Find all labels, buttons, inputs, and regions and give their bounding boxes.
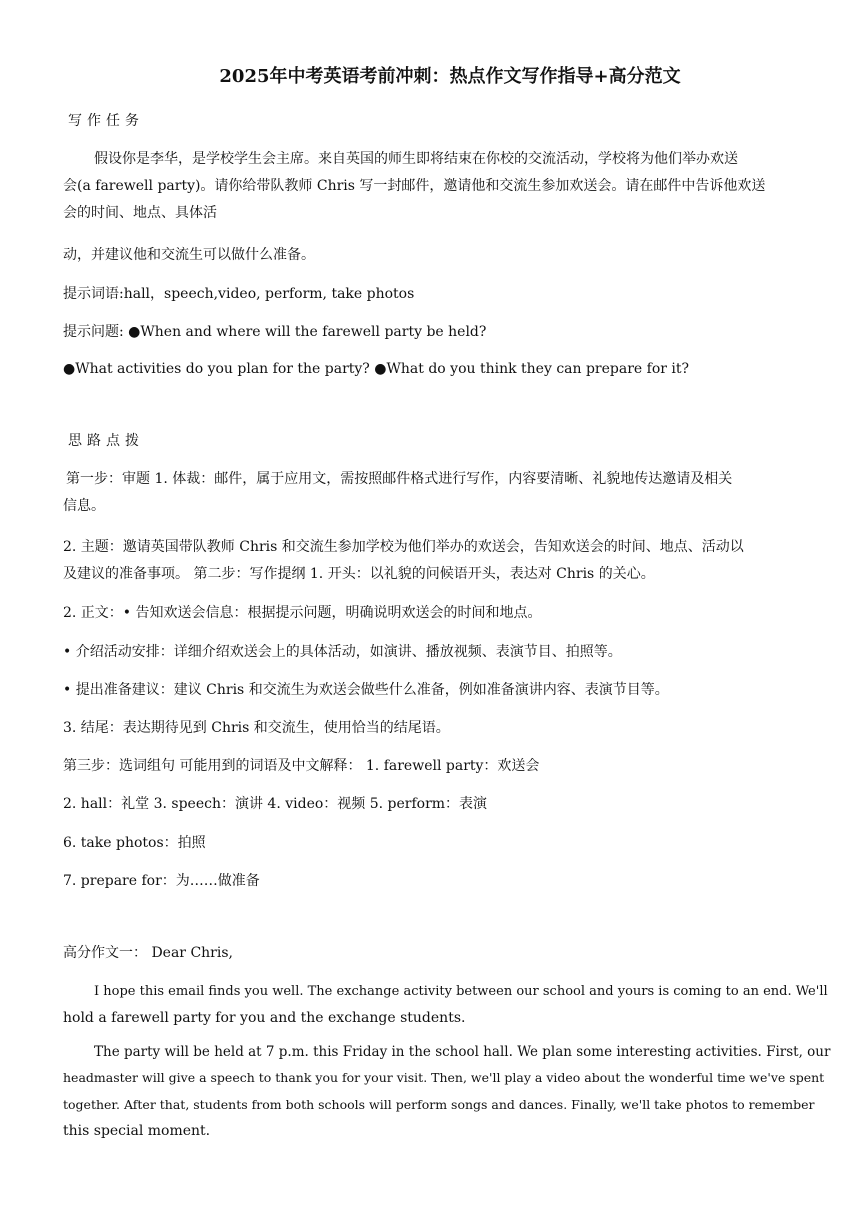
essay-p2-line: The party will be held at 7 p.m. this Friday in the school hall. We plan some interesting activities. First, our	[94, 1044, 831, 1060]
guide-line: 2. hall：礼堂 3. speech：演讲 4. video：视频 5. perform：表演	[63, 796, 488, 812]
essay-p2-line: this special moment.	[63, 1123, 211, 1139]
essay-p2-line: together. After that, students from both schools will perform songs and dances. Finally, we'll take photos to remember	[63, 1097, 815, 1112]
guide-line: 2. 正文：• 告知欢送会信息：根据提示问题，明确说明欢送会的时间和地点。	[63, 605, 542, 621]
essay-p1-line: hold a farewell party for you and the exchange students.	[63, 1010, 466, 1026]
task-para-line-4: 动，并建议他和交流生可以做什么准备。	[63, 247, 315, 263]
hint-question-2: ●What activities do you plan for the party? ●What do you think they can prepare for it?	[63, 361, 690, 377]
essay-p2-line: headmaster will give a speech to thank you for your visit. Then, we'll play a video about the wonderful time we've spent	[63, 1070, 825, 1085]
guide-line: 及建议的准备事项。 第二步：写作提纲 1. 开头：以礼貌的问候语开头，表达对 Chris 的关心。	[63, 566, 655, 582]
essay-intro: 高分作文一： Dear Chris,	[63, 945, 233, 961]
task-heading: 写作任务	[68, 113, 144, 129]
guide-line: 第三步：选词组句 可能用到的词语及中文解释： 1. farewell party：欢送会	[63, 758, 540, 774]
guide-line: 7. prepare for：为……做准备	[63, 873, 260, 889]
hint-words: 提示词语:hall，speech,video, perform, take photos	[63, 286, 415, 302]
guide-line: 3. 结尾：表达期待见到 Chris 和交流生，使用恰当的结尾语。	[63, 720, 450, 736]
guide-line: 6. take photos：拍照	[63, 835, 206, 851]
guide-line: • 提出准备建议：建议 Chris 和交流生为欢送会做些什么准备，例如准备演讲内容、表演节目等。	[63, 682, 669, 698]
guide-line: 第一步：审题 1. 体裁：邮件，属于应用文，需按照邮件格式进行写作，内容要清晰、礼貌地传达邀请及相关	[66, 471, 733, 487]
task-para-line-3: 会的时间、地点、具体活	[63, 205, 217, 221]
task-para-line-2: 会(a farewell party)。请你给带队教师 Chris 写一封邮件，邀请他和交流生参加欢送会。请在邮件中告诉他欢送	[63, 178, 766, 194]
guide-line: • 介绍活动安排：详细介绍欢送会上的具体活动，如演讲、播放视频、表演节目、拍照等。	[63, 644, 622, 660]
guide-line: 2. 主题：邀请英国带队教师 Chris 和交流生参加学校为他们举办的欢送会，告知欢送会的时间、地点、活动以	[63, 539, 744, 555]
hint-question-1: 提示问题: ●When and where will the farewell party be held?	[63, 324, 487, 340]
document-title: 2025年中考英语考前冲刺：热点作文写作指导+高分范文	[219, 66, 681, 87]
essay-p1-line: I hope this email finds you well. The exchange activity between our school and yours is coming to an end. We'll	[94, 984, 828, 999]
task-para-line-1: 假设你是李华，是学校学生会主席。来自英国的师生即将结束在你校的交流活动，学校将为他们举办欢送	[94, 151, 738, 167]
guide-line: 信息。	[63, 498, 105, 514]
guide-heading: 思路点拨	[68, 433, 144, 449]
